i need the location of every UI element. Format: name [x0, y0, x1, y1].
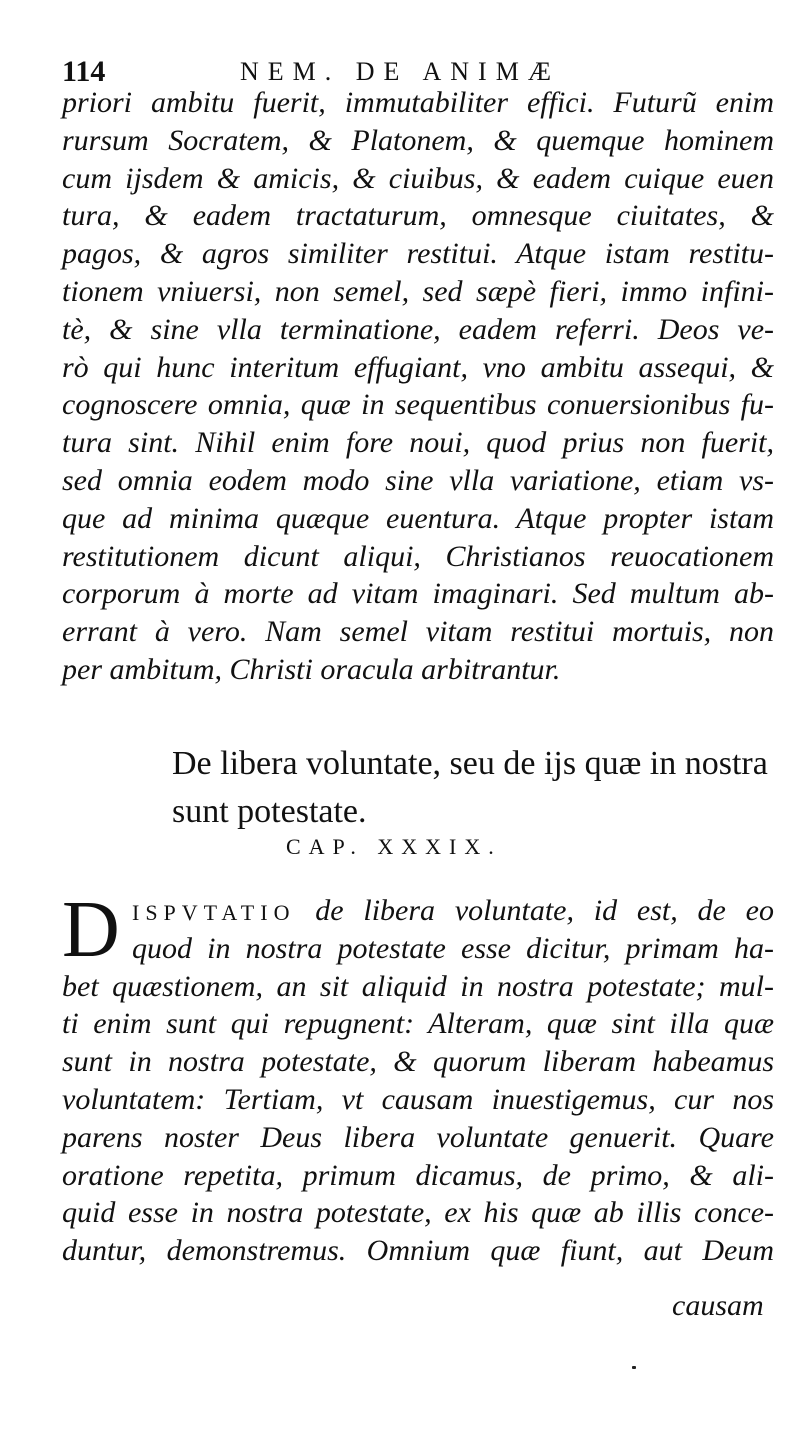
first-line-text: de libera voluntate, id est, de eo: [295, 894, 774, 927]
text-line: oratione repetita, primum dicamus, de primo, & ali-: [62, 1158, 774, 1192]
paragraph-first-line: [132, 892, 774, 930]
text-line: quid esse in nostra potestate, ex his quæ ab illis conce-: [62, 1196, 774, 1230]
text-line: tura sint. Nihil enim fore noui, quod prius non fuerit,: [62, 426, 774, 460]
ink-speck: [632, 1366, 636, 1369]
heading-line-1: De libera voluntate, seu de ijs quæ in nostra: [172, 745, 768, 782]
text-line: voluntatem: Tertiam, vt causam inuestigemus, cur nos: [62, 1082, 774, 1116]
drop-cap-initial: D: [62, 886, 120, 974]
running-title: NEM. DE ANIMÆ: [240, 57, 560, 86]
text-line: errant à vero. Nam semel vitam restitui mortuis, non: [62, 615, 774, 649]
text-line: priori ambitu fuerit, immutabiliter effici. Futurũ enim: [62, 86, 774, 119]
paragraph-body: [62, 930, 774, 1270]
text-line: rursum Socratem, & Platonem, & quemque hominem: [62, 123, 774, 157]
text-line: pagos, & agros similiter restitui. Atque istam restitu-: [62, 237, 774, 271]
text-line: corporum à morte ad vitam imaginari. Sed multum ab-: [62, 577, 774, 611]
text-line: duntur, demonstremus. Omnium quæ fiunt, aut Deum: [62, 1234, 774, 1268]
text-line: quod in nostra potestate esse dicitur, primam ha-: [132, 931, 774, 965]
text-line: ti enim sunt qui repugnent: Alteram, quæ sint illa quæ: [62, 1007, 774, 1041]
catchword: causam: [672, 1289, 764, 1322]
chapter-number: CAP. XXXIX.: [286, 834, 502, 859]
paragraph-continued: [62, 84, 774, 689]
text-line: tura, & eadem tractaturum, omnesque ciuitates, &: [62, 199, 774, 233]
text-line: tionem vniuersi, non semel, sed sæpè fieri, immo infini-: [62, 274, 774, 308]
text-line: parens noster Deus libera voluntate genuerit. Quare: [62, 1120, 774, 1154]
text-line: sed omnia eodem modo sine vlla variatione, etiam vs-: [62, 463, 774, 497]
text-line: rò qui hunc interitum effugiant, vno ambitu assequi, &: [62, 350, 774, 384]
text-line: restitutionem dicunt aliqui, Christianos reuocationem: [62, 539, 774, 573]
text-line: cognoscere omnia, quæ in sequentibus conuersionibus fu-: [62, 388, 774, 422]
text-line: tè, & sine vlla terminatione, eadem referri. Deos ve-: [62, 312, 774, 346]
text-line: sunt in nostra potestate, & quorum liberam habeamus: [62, 1045, 774, 1079]
text-line: cum ijsdem & amicis, & ciuibus, & eadem cuique euen: [62, 161, 774, 195]
chapter-heading: [172, 740, 772, 836]
page-number: 114: [62, 55, 106, 88]
heading-line-2: sunt potestate.: [172, 793, 367, 830]
text-line: que ad minima quæque euentura. Atque propter istam: [62, 501, 774, 535]
text-line: per ambitum, Christi oracula arbitrantur.: [62, 652, 561, 686]
text-line: bet quæstionem, an sit aliquid in nostra potestate; mul-: [62, 969, 774, 1003]
small-caps-opening: ISPVTATIO: [132, 900, 296, 925]
